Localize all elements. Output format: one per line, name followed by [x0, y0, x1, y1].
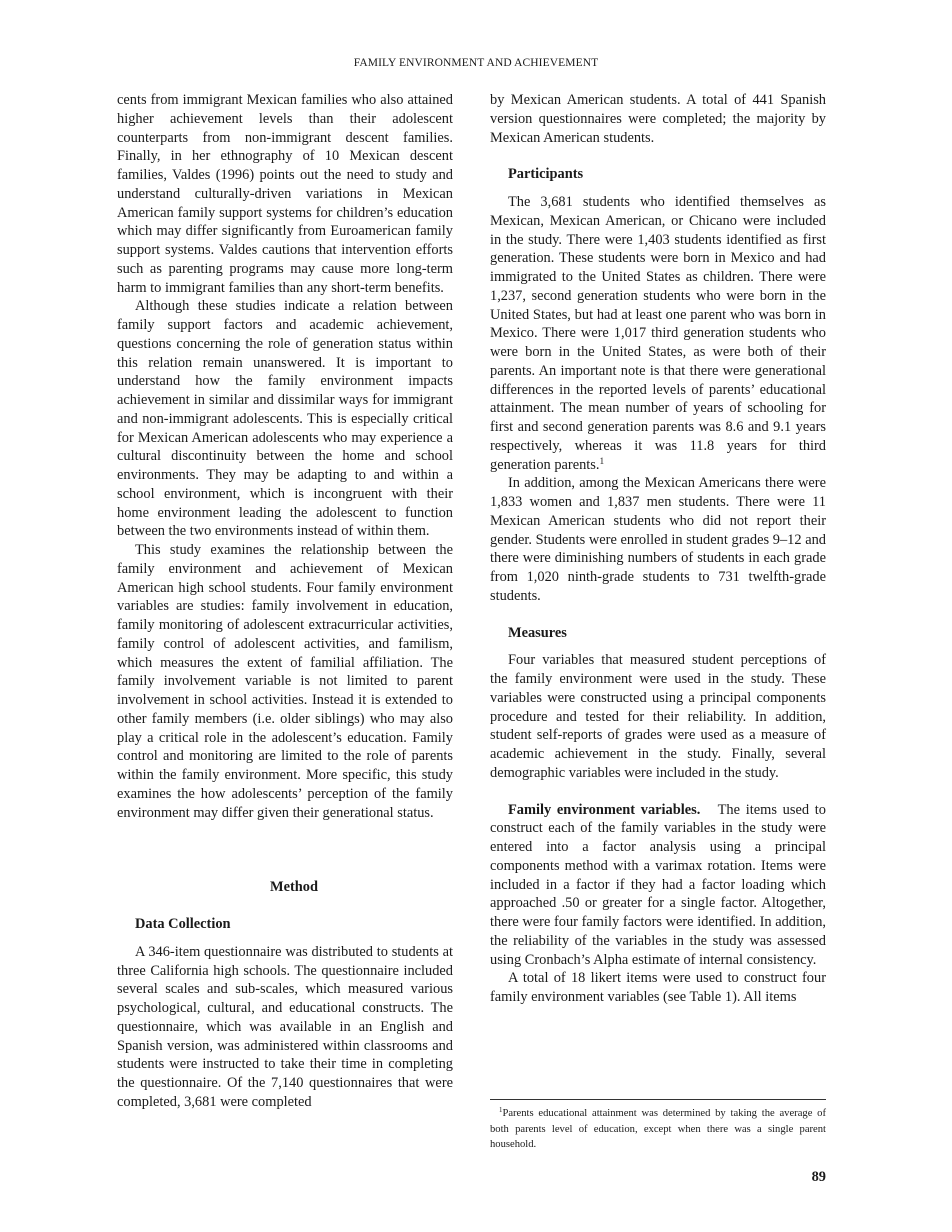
footnote-reference[interactable]: 1 — [599, 456, 605, 467]
spacer — [117, 822, 453, 878]
footnote-text-block — [490, 1106, 826, 1153]
paragraph: Although these studies indicate a relation between family support factors and academic achievement, questions concerning the role of generation status within this relation remain unanswered. It is important to understand how the family environment impacts achievement in similar and dissimilar ways for immigrant and non-immigrant adolescents. This is especially critical for Mexican American adolescents who may experience a cultural discontinuity between the home and school environments. They may be adapting to and within a school environment, which is incongruent with their home environment leading the adolescent to function between the two environments instead of within them. — [117, 298, 453, 540]
paragraph: Four variables that measured student perceptions of the family environment were used in the study. These variables were constructed using a principal components procedure and tested for their reliability. In addition, student self-reports of grades were used as a measure of academic achievement in the study. Finally, several demographic variables were included in the study. — [490, 652, 826, 781]
spacer — [490, 642, 826, 651]
paragraph: cents from immigrant Mexican families who also attained higher achievement levels than their adolescent counterparts from non-immigrant descent families. Finally, in her ethnography of 10 Mexican descent families, Valdes (1996) points out the need to study and understand culturally-driven variations in Mexican American family support systems for children’s education which may differ significantly from Euroamerican family support systems. Valdes cautions that intervention efforts such as parenting programs may cause more long-term harm to immigrant families than any short-term benefits. — [117, 92, 453, 296]
paragraph-text: The items used to construct each of the family variables in the study were entered into a factor analysis using a principal components method with a varimax rotation. Items were included in a factor if they had a factor loading which approached .50 or greater for a single factor. Altogether, there were four family factors were identified. In addition, the reliability of the variables in the study was assessed using Cronbach’s Alpha estimate of internal consistency. — [490, 801, 827, 968]
section-heading-method: Method — [270, 879, 318, 896]
paragraph: A 346-item questionnaire was distributed to students at three California high schools. The questionnaire included several scales and sub-scales, which measured various psychological, cultural, and educational constructs. The questionnaire, which was available in an English and Spanish version, was administered within classrooms and students were instructed to take their time in completing the questionnaire. Of the 7,140 questionnaires that were completed, 3,681 were completed — [117, 943, 453, 1110]
paragraph — [490, 193, 826, 474]
paragraph — [490, 801, 826, 970]
paragraph: A total of 18 likert items were used to construct four family environment variables (see Table 1). All items — [490, 970, 826, 1005]
footnote — [490, 1106, 826, 1153]
footnote-text: Parents educational attainment was determined by taking the average of both parents level of education, except when there was a single parent household. — [490, 1108, 826, 1150]
spacer — [117, 934, 453, 943]
footnote-divider — [490, 1099, 826, 1100]
spacer — [490, 184, 826, 193]
page-number: 89 — [811, 1169, 826, 1185]
paragraph: by Mexican American students. A total of 441 Spanish version questionnaires were completed; the majority by Mexican American students. — [490, 92, 826, 146]
spacer — [117, 897, 453, 915]
spacer — [490, 147, 826, 165]
paragraph-text: The 3,681 students who identified themselves as Mexican, Mexican American, or Chicano were included in the study. There were 1,403 students identified as first generation. These students were born in Mexico and had immigrated to the United States as children. There were 1,237, second generation students who were born in the United States, but had at least one parent who was born in Mexico. There were 1,017 third generation students who were born in the United States, as were both of their parents. An important note is that there were generational differences in the reported levels of parents’ educational attainment. The mean number of years of schooling for first and second generation parents was 8.6 and 9.1 years respectively, whereas it was 11.8 years for third generation parents. — [490, 194, 826, 473]
subsection-heading-participants: Participants — [508, 166, 584, 183]
spacer — [490, 606, 826, 624]
left-column — [117, 91, 453, 1112]
subsection-heading-data-collection: Data Collection — [135, 916, 231, 932]
paragraph: This study examines the relationship between the family environment and achievement of Mexican American high school students. Four family environment variables are studies: family involvement in education, family monitoring of adolescent extracurricular activities, family control of adolescent activities, and familism, which measures the extent of familial affiliation. The family involvement variable is not limited to parent involvement in school activities. Instead it is extended to other family members (i.e. older siblings) who may also play a critical role in the adolescent’s education. Family control and monitoring are limited to the role of parents within the family environment. More specific, this study examines the how adolescents’ perception of the family environment may differ given their generational status. — [117, 542, 453, 821]
footnote-marker: 1 — [499, 1107, 503, 1115]
right-column — [490, 91, 826, 1007]
subsection-heading-measures: Measures — [508, 624, 567, 641]
spacer — [490, 783, 826, 801]
running-head: FAMILY ENVIRONMENT AND ACHIEVEMENT — [353, 57, 599, 69]
runin-heading-family-environment: Family environment variables. — [508, 801, 701, 818]
paragraph: In addition, among the Mexican Americans there were 1,833 women and 1,837 men students. There were 11 Mexican American students who did not report their gender. Students were enrolled in student grades 9–12 and there were diminishing numbers of students in each grade from 1,020 ninth-grade students to 731 twelfth-grade students. — [490, 475, 826, 604]
